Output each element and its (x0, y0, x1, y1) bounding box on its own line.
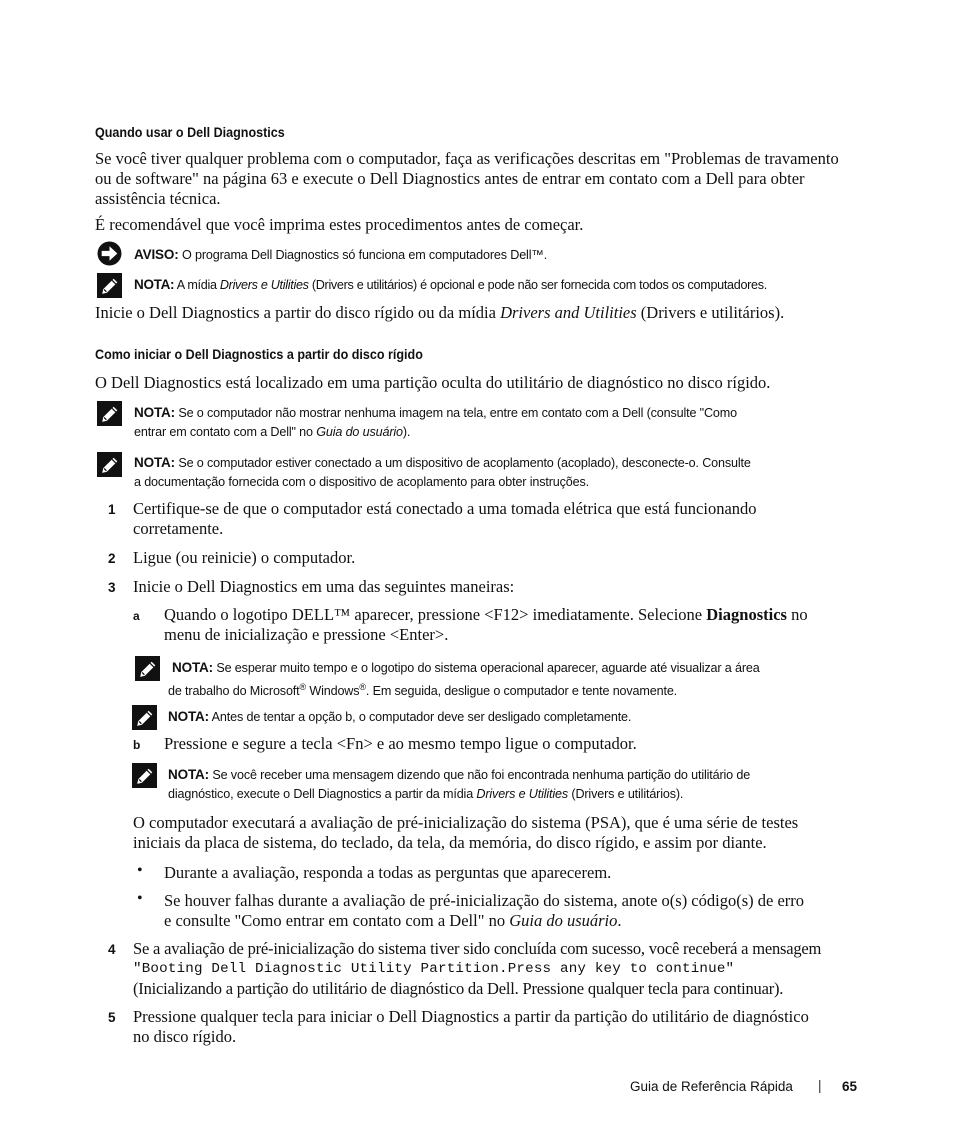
paragraph-hidden-partition: O Dell Diagnostics está localizado em uma partição oculta do utilitário de diagnóstico no disco rígido. (95, 373, 771, 392)
step-number: 4 (108, 942, 116, 957)
substep-b-text: Pressione e segure a tecla <Fn> e ao mesmo tempo ligue o computador. (164, 734, 637, 753)
boot-message-code: "Booting Dell Diagnostic Utility Partition.Press any key to continue" (133, 961, 735, 977)
note-pencil-icon (135, 656, 160, 681)
step-1-text: Certifique-se de que o computador está conectado a uma tomada elétrica que está funcionando corretamente. (133, 499, 757, 538)
paragraph-problems: Se você tiver qualquer problema com o computador, faça as verificações descritas em "Problemas de travamento ou de software" na página 63 e execute o Dell Diagnostics antes de entrar em contato com a Dell para obter assistência técnica. (95, 149, 839, 208)
section-heading-how: Como iniciar o Dell Diagnostics a partir do disco rígido (95, 347, 423, 362)
bullet-marker: • (137, 862, 143, 879)
bullet-answer-questions: Durante a avaliação, responda a todas as perguntas que aparecerem. (164, 863, 612, 882)
paragraph-psa: O computador executará a avaliação de pré-inicialização do sistema (PSA), que é uma série de testes iniciais da placa de sistema, do teclado, da tela, da memória, do disco rígido, e assim por diante. (133, 813, 799, 852)
substep-letter: a (133, 609, 140, 623)
footer-separator: | (818, 1078, 822, 1093)
substep-letter: b (133, 738, 141, 752)
note-pencil-icon (97, 401, 122, 426)
section-heading-when: Quando usar o Dell Diagnostics (95, 125, 285, 140)
note-pencil-icon (132, 763, 157, 788)
paragraph-start-options: Inicie o Dell Diagnostics a partir do disco rígido ou da mídia Drivers and Utilities (Drivers e utilitários). (95, 303, 785, 322)
note-option-b: NOTA: Antes de tentar a opção b, o computador deve ser desligado completamente. (168, 709, 632, 724)
step-number: 2 (108, 551, 116, 566)
step-number: 3 (108, 580, 116, 595)
note-pencil-icon (132, 705, 157, 730)
step-3-text: Inicie o Dell Diagnostics em uma das seguintes maneiras: (133, 577, 515, 596)
step-4-text: Se a avaliação de pré-inicialização do sistema tiver sido concluída com sucesso, você receberá a mensagem "Booting Dell Diagnostic Utility Partition.Press any key to continue" (Inicializando a partição do utilitário de diagnóstico da Dell. Pressione qualquer tecla para continuar). (133, 939, 822, 998)
note-no-partition: NOTA: Se você receber uma mensagem dizendo que não foi encontrada nenhuma partição do utilitário de diagnóstico, execute o Dell Diagnostics a partir da mídia Drivers e Utilities (Drivers e utilitários). (168, 767, 751, 801)
paragraph-print: É recomendável que você imprima estes procedimentos antes de começar. (95, 215, 584, 234)
bullet-marker: • (137, 890, 143, 907)
step-2-text: Ligue (ou reinicie) o computador. (133, 548, 356, 567)
note-docking: NOTA: Se o computador estiver conectado a um dispositivo de acoplamento (acoplado), desconecte-o. Consulte a documentação fornecida com o dispositivo de acoplamento para obter instruções. (134, 455, 751, 489)
page-number: 65 (842, 1079, 858, 1094)
note-pencil-icon (97, 452, 122, 477)
footer-title: Guia de Referência Rápida (630, 1079, 793, 1094)
notice-aviso: AVISO: O programa Dell Diagnostics só funciona em computadores Dell™. (134, 247, 548, 262)
notice-arrow-icon (97, 241, 122, 266)
note-no-image: NOTA: Se o computador não mostrar nenhuma imagem na tela, entre em contato com a Dell (consulte "Como entrar em contato com a Dell" no Guia do usuário). (134, 405, 737, 439)
bullet-record-codes: Se houver falhas durante a avaliação de pré-inicialização do sistema, anote o(s) código(s) de erro e consulte "Como entrar em contato com a Dell" no Guia do usuário. (164, 891, 805, 930)
step-number: 5 (108, 1010, 116, 1025)
note-wait-logo: NOTA: Se esperar muito tempo e o logotipo do sistema operacional aparecer, aguarde até visualizar a área de trabalho do Microsoft® Windows®. Em seguida, desligue o computador e tente novamente. (168, 660, 760, 699)
note-pencil-icon (97, 273, 122, 298)
step-5-text: Pressione qualquer tecla para iniciar o Dell Diagnostics a partir da partição do utilitário de diagnóstico no disco rígido. (133, 1007, 809, 1046)
substep-a-text: Quando o logotipo DELL™ aparecer, pressione <F12> imediatamente. Selecione Diagnostics no menu de inicialização e pressione <Enter>. (164, 605, 808, 644)
step-number: 1 (108, 502, 116, 517)
note-optional-media: NOTA: A mídia Drivers e Utilities (Drivers e utilitários) é opcional e pode não ser fornecida com todos os computadores. (134, 277, 767, 292)
